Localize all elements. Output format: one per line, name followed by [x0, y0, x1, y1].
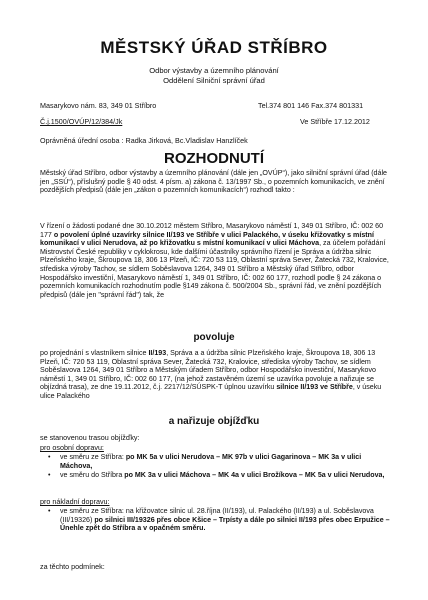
- decision-heading: ROZHODNUTÍ: [164, 150, 264, 167]
- freight-item-text: ve směru ze Stříbra: na křižovatce silnic ul. 28.října (II/193), ul. Palackého (II/193) a ul. Soběslavova (III/19326): [60, 507, 374, 524]
- intro-paragraph: Městský úřad Stříbro, odbor výstavby a územního plánování (dále jen „OVÚP“), jako silniční správní úřad (dále jen „SSÚ“), příslušný podle § 40 odst. 4 písm. a) zákona č. 13/1997 Sb., o pozemních komunikacích, ve znění pozdějších předpisů (dále jen „zákon o pozemních komunikacích“) rozhodl takto :: [40, 169, 387, 195]
- conditions-intro: za těchto podmínek:: [40, 562, 105, 571]
- personal-item-route: po MK 5a v ulici Nerudova – MK 97b v ulici Gagarinova – MK 3a v ulici Máchova,: [60, 453, 362, 470]
- address-left: Masarykovo nám. 83, 349 01 Stříbro: [40, 101, 157, 110]
- case-number: Č.j.1500/OVÚP/12/384/Jk: [40, 117, 123, 126]
- bullet-icon: •: [48, 453, 51, 461]
- freight-detour-item: [40, 507, 390, 533]
- personal-item-text: ve směru do Stříbra: [60, 471, 125, 480]
- freight-detour-list: [40, 507, 390, 534]
- detour-heading: a nařizuje objížďku: [168, 416, 260, 427]
- permit-paragraph: [40, 349, 390, 401]
- bullet-icon: •: [48, 471, 51, 480]
- personal-item-route: po MK 3a v ulici Máchova – MK 4a v ulici Brožíkova – MK 5a v ulici Nerudova,: [124, 471, 385, 480]
- personal-detour-item: [40, 453, 390, 470]
- personal-item-text: ve směru ze Stříbra:: [60, 453, 126, 461]
- detour-intro: se stanovenou trasou objížďky:: [40, 433, 140, 442]
- permit-road-number: II/193: [148, 349, 167, 357]
- department-line-2: Oddělení Silniční správní úřad: [163, 76, 265, 85]
- permit-heading: povoluje: [193, 332, 235, 343]
- main-paragraph: [40, 222, 390, 299]
- permit-road-bold: silnice II/193 ve Stříbře: [276, 383, 353, 392]
- main-paragraph-text-2: , za účelem pořádání Mistrovství České republiky v cyklokrosu, kde dalšími účastníky správního řízení je Správa a údržba silnic Plzeňského kraje, Škroupova 18, 306 13 Plzeň, IČ: 720 53 119, Oblastní správa Sever, Žatecká 732, Kralovice, střediska výroby Tachov, se sídlem Soběslavova 1264, 349 01 Stříbro a Městský úřad Stříbro, odbor Hospodářsko investiční, Masarykovo náměstí 1, 349 01 Stříbro, IČ: 002 60 177, rozhodl podle § 24 zákona o pozemních komunikacích rozhodnutím podle §149 zákona č. 500/2004 Sb., správní řád, ve znění pozdějších předpisů (dále jen "správní řád") tak, že: [40, 239, 389, 299]
- freight-transport-heading: pro nákladní dopravu:: [40, 497, 110, 506]
- personal-detour-list: [40, 453, 390, 481]
- permit-text-1: po projednání s vlastníkem silnice: [40, 349, 149, 357]
- freight-item-route: po silnici III/19326 přes obce Kšice – Trpísty a dále po silnici II/193 přes obec Erpužice – Únehle zpět do Stříbra a v opačném směru.: [60, 515, 390, 533]
- permit-text-2: , Správa a a údržba silnic Plzeňského kraje, Škroupova 18, 306 13 Plzeň, IČ: 720 53 119, Oblastní správa Sever, Žatecká 732, Kralovice, střediska výroby Tachov, se sídlem Soběslavova 1264, 349 01 Stříbro a Městským úřadem Stříbro, odbor Hospodářsko investiční, Masarykovo náměstí 1, 349 01 Stříbro, IČ: 002 60 177, (na jehož zastavěném území se uzavírka povoluje a nařizuje se objízdná trasa), ze dne 19.11.2012, č.j. 2217/12/SÚSPK-T úplnou uzavírku: [40, 349, 376, 392]
- main-paragraph-bold: o povolení úplné uzavírky silnice II/193 ve Stříbře v ulici Palackého, v úseku křižovatky s místní komunikací v ulici Nerudova, až po křižovatku s místní komunikací v ulici Máchova: [40, 230, 374, 248]
- main-paragraph-text-1: V řízení o žádosti podané dne 30.10.2012 městem Stříbro, Masarykovo náměstí 1, 349 01 Stříbro, IČ: 002 60 177: [40, 222, 384, 239]
- personal-detour-item: [40, 471, 390, 480]
- personal-transport-heading: pro osobní dopravu:: [40, 443, 104, 452]
- department-line-1: Odbor výstavby a územního plánování: [149, 66, 279, 75]
- office-title: MĚSTSKÝ ÚŘAD STŘÍBRO: [100, 38, 328, 57]
- address-right: Tel.374 801 146 Fax.374 801331: [258, 101, 364, 110]
- permit-text-3: , v úseku ulice Palackého: [40, 383, 382, 400]
- authorized-persons: Oprávněná úřední osoba : Radka Jirková, Bc.Vladislav Hanzlíček: [40, 136, 248, 145]
- document-date: Ve Stříbře 17.12.2012: [300, 117, 370, 126]
- bullet-icon: •: [48, 507, 51, 515]
